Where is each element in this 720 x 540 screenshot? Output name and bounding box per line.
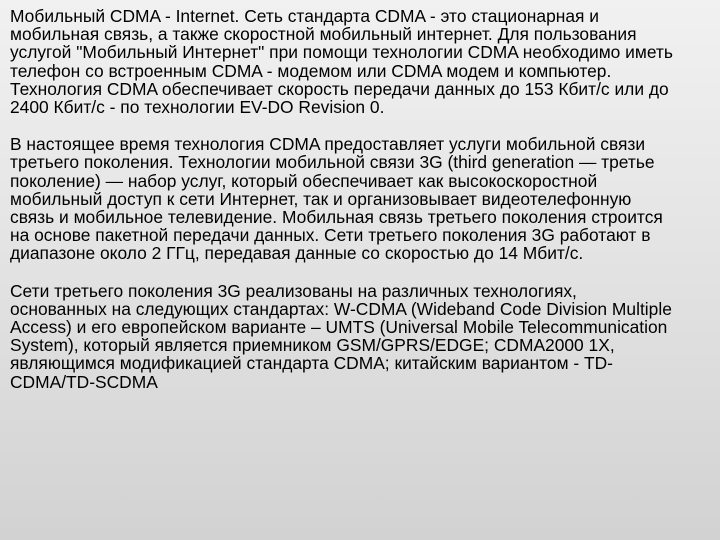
text-line: System), который является приемником GSM/GPRS/EDGE; CDMA2000 1X,	[10, 335, 615, 356]
text-line: связь и мобильное телевидение. Мобильная связь третьего поколения строится	[10, 207, 663, 228]
text-line: Access) и его европейском варианте – UMTS (Universal Mobile Telecommunication	[10, 317, 668, 338]
text-line: Мобильный CDMA - Internet. Сеть стандарта CDMA - это стационарная и	[10, 6, 599, 26]
text-line: В настоящее время технология CDMA предоставляет услуги мобильной связи	[10, 134, 646, 155]
text-line: диапазоне около 2 ГГц, передавая данные со скоростью до 14 Мбит/с.	[10, 243, 584, 264]
paragraph-3g-services	[10, 135, 706, 262]
text-line: услугой "Мобильный Интернет" при помощи технологии CDMA необходимо иметь	[10, 42, 673, 63]
text-line: на основе пакетной передачи данных. Сети третьего поколения 3G работают в	[10, 225, 651, 246]
text-line: мобильная связь, а также скоростной мобильный интернет. Для пользования	[10, 24, 637, 45]
text-line: 2400 Кбит/с - по технологии EV-DO Revision 0.	[10, 97, 385, 118]
text-line: основанных на следующих стандартах: W-CDMA (Wideband Code Division Multiple	[10, 298, 672, 319]
text-line: Сети третьего поколения 3G реализованы на различных технологиях,	[10, 280, 577, 301]
text-line: третьего поколения. Технологии мобильной связи 3G (third generation — третье	[10, 152, 655, 173]
text-line: являющимся модификацией стандарта CDMA; китайским вариантом - TD-	[10, 353, 613, 374]
text-line: телефон со встроенным CDMA - модемом или CDMA модем и компьютер.	[10, 60, 612, 81]
paragraph-3g-standards	[10, 282, 706, 391]
text-line: CDMA/TD-SCDMA	[10, 371, 158, 392]
text-line: мобильный доступ к сети Интернет, так и организовывает видеотелефонную	[10, 188, 632, 209]
text-line: поколение) — набор услуг, который обеспечивает как высокоскоростной	[10, 170, 598, 191]
paragraph-cdma-intro	[10, 7, 706, 116]
text-line: Технология CDMA обеспечивает скорость передачи данных до 153 Кбит/с или до	[10, 78, 669, 99]
